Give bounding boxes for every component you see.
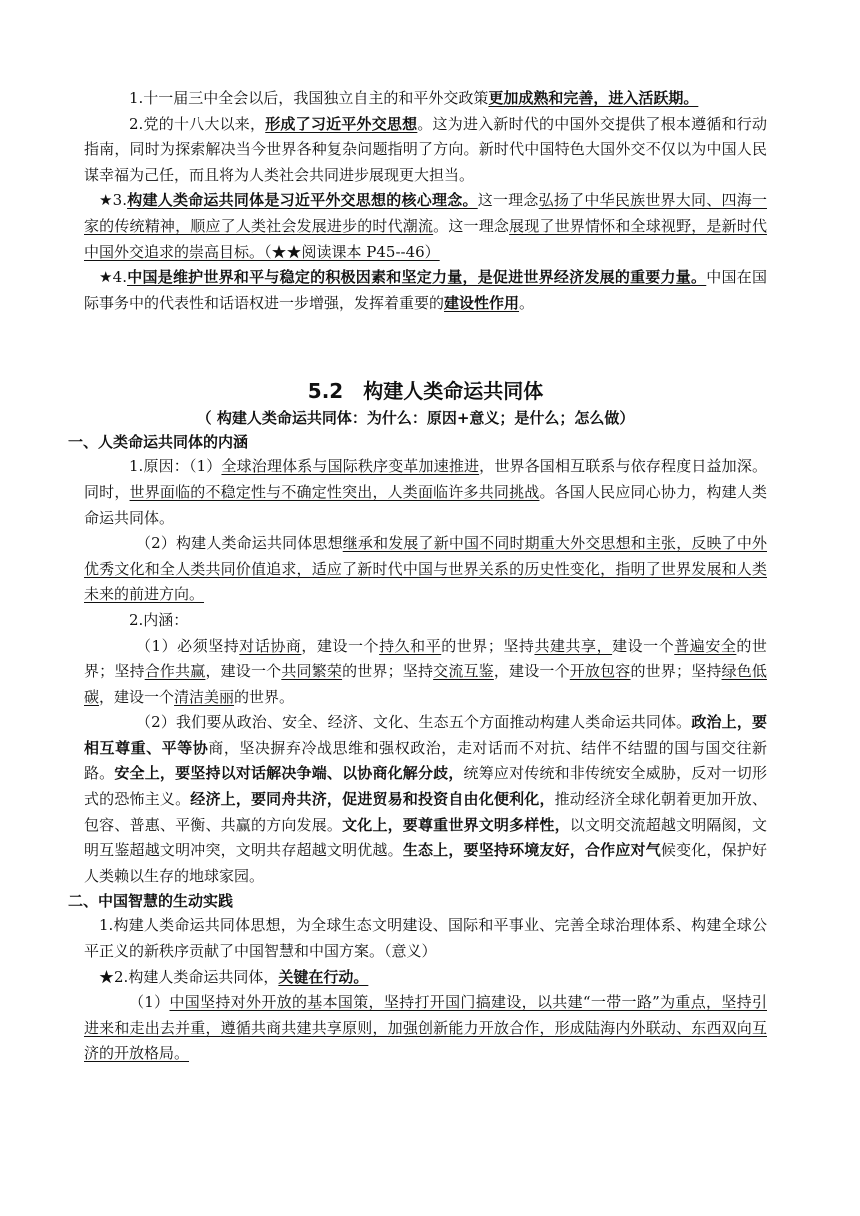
paragraph-3: ★3.构建人类命运共同体是习近平外交思想的核心理念。这一理念弘扬了中华民族世界大同、四海一家的传统精神，顺应了人类社会发展进步的时代潮流。这一理念展现了世界情怀和全球视野，是新时代中国外交追求的崇高目标。（★★阅读课本 P45--46）	[84, 191, 767, 261]
connotation-heading: 2.内涵：	[129, 610, 189, 629]
document-page	[68, 86, 767, 1067]
section-subtitle: （ 构建人类命运共同体：为什么：原因+意义；是什么；怎么做）	[196, 409, 635, 428]
practice-paragraph-3: （1）中国坚持对外开放的基本国策，坚持打开国门搞建设，以共建“一带一路”为重点，坚持引进来和走出去并重，遵循共商共建共享原则，加强创新能力开放合作，形成陆海内外联动、东西双向互济的开放格局。	[84, 993, 767, 1063]
star-icon: ★4.	[99, 268, 127, 287]
practice-paragraph-1: 1.构建人类命运共同体思想，为全球生态文明建设、国际和平事业、完善全球治理体系、构建全球公平正义的新秩序贡献了中国智慧和中国方案。（意义）	[84, 916, 767, 961]
reason-paragraph-2: （2）构建人类命运共同体思想继承和发展了新中国不同时期重大外交思想和主张，反映了中外优秀文化和全人类共同价值追求，适应了新时代中国与世界关系的历史性变化，指明了世界发展和人类未来的前进方向。	[84, 534, 767, 604]
heading-part2: 二、中国智慧的生动实践	[68, 892, 234, 911]
star-icon: ★2.	[99, 967, 129, 986]
paragraph-4: ★4.中国是维护世界和平与稳定的积极因素和坚定力量，是促进世界经济发展的重要力量。中国在国际事务中的代表性和话语权进一步增强，发挥着重要的建设性作用。	[84, 268, 767, 312]
connotation-paragraph-2: （2）我们要从政治、安全、经济、文化、生态五个方面推动构建人类命运共同体。政治上，要相互尊重、平等协商，坚决摒弃冷战思维和强权政治，走对话而不对抗、结伴不结盟的国与国交往新路。安全上，要坚持以对话解决争端、以协商化解分歧，统筹应对传统和非传统安全威胁，反对一切形式的恐怖主义。经济上，要同舟共济，促进贸易和投资自由化便利化，推动经济全球化朝着更加开放、包容、普惠、平衡、共赢的方向发展。文化上，要尊重世界文明多样性，以文明交流超越文明隔阂，文明互鉴超越文明冲突，文明共存超越文明优越。生态上，要坚持环境友好，合作应对气候变化，保护好人类赖以生存的地球家园。	[84, 713, 767, 885]
star-icon: ★3.	[99, 191, 127, 210]
section-title: 5.2 构建人类命运共同体	[307, 379, 544, 404]
heading-part1: 一、人类命运共同体的内涵	[68, 433, 249, 452]
reason-paragraph-1: 1.原因：（1）全球治理体系与国际秩序变革加速推进，世界各国相互联系与依存程度日益加深。同时，世界面临的不稳定性与不确定性突出，人类面临许多共同挑战。各国人民应同心协力，构建人类命运共同体。	[84, 457, 767, 527]
paragraph-2: 2.党的十八大以来，形成了习近平外交思想。这为进入新时代的中国外交提供了根本遵循和行动指南，同时为探索解决当今世界各种复杂问题指明了方向。新时代中国特色大国外交不仅以为中国人民谋幸福为己任，而且将为人类社会共同进步展现更大担当。	[84, 114, 767, 184]
connotation-paragraph-1: （1）必须坚持对话协商，建设一个持久和平的世界；坚持共建共享，建设一个普遍安全的世界；坚持合作共赢，建设一个共同繁荣的世界；坚持交流互鉴，建设一个开放包容的世界；坚持绿色低碳，建设一个清洁美丽的世界。	[84, 636, 767, 706]
paragraph-1: 1.十一届三中全会以后，我国独立自主的和平外交政策更加成熟和完善，进入活跃期。	[129, 89, 699, 107]
practice-paragraph-2: ★2.构建人类命运共同体，关键在行动。	[99, 967, 369, 986]
